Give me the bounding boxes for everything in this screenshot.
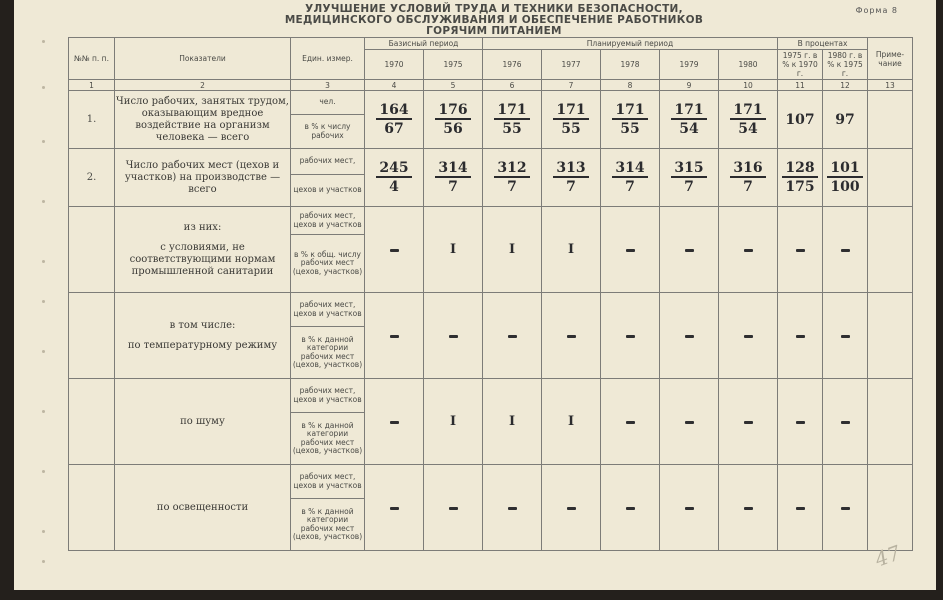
- indicator-cell: [115, 293, 291, 379]
- value-percent: 4: [389, 178, 399, 195]
- note-cell: [868, 207, 913, 293]
- row-number: 2.: [69, 149, 115, 207]
- value-cell: [483, 207, 542, 293]
- row-number: [69, 293, 115, 379]
- value-fraction: [435, 103, 470, 137]
- indicator-label: Число рабочих мест (цехов и участков) на производстве — всего: [124, 159, 281, 195]
- header-planned-period: Планируемый период: [483, 38, 778, 50]
- column-number: 13: [868, 80, 913, 91]
- value-cell: [660, 465, 719, 551]
- dash-mark: [744, 335, 753, 338]
- value-cell: [601, 379, 660, 465]
- row-number: [69, 465, 115, 551]
- header-year: 1975: [424, 50, 483, 80]
- dash-mark: [744, 421, 753, 424]
- value-fraction: [376, 103, 411, 137]
- document-page: [14, 0, 936, 590]
- column-number: 9: [660, 80, 719, 91]
- dash-mark: [841, 507, 850, 510]
- value-fraction: [671, 103, 706, 137]
- column-number: 11: [778, 80, 823, 91]
- value-cell: [424, 91, 483, 149]
- column-number: 4: [365, 80, 424, 91]
- header-pct-1975: 1975 г. в % к 1970 г.: [778, 50, 823, 80]
- dash-mark: [796, 507, 805, 510]
- value-count: 312: [494, 161, 529, 178]
- data-table: [68, 37, 913, 551]
- value-percent: 56: [443, 120, 463, 137]
- row-number: [69, 379, 115, 465]
- value-count: 316: [730, 161, 765, 178]
- header-year: 1978: [601, 50, 660, 80]
- dash-mark: [796, 249, 805, 252]
- value-cell: [719, 293, 778, 379]
- indicator-cell: [115, 465, 291, 551]
- indicator-label: по температурному режиму: [127, 339, 278, 351]
- value-cell: [365, 149, 424, 207]
- dash-mark: [685, 421, 694, 424]
- value-cell: [542, 293, 601, 379]
- value-cell: [778, 207, 823, 293]
- dash-mark: [508, 335, 517, 338]
- note-cell: [868, 91, 913, 149]
- value-cell: [601, 207, 660, 293]
- header-note: Приме- чание: [868, 38, 913, 80]
- note-cell: [868, 293, 913, 379]
- value-cell: [823, 379, 868, 465]
- unit-primary: рабочих мест, цехов и участков: [291, 293, 365, 327]
- column-number: 2: [115, 80, 291, 91]
- dash-mark: [390, 335, 399, 338]
- note-cell: [868, 465, 913, 551]
- value-cell: [719, 149, 778, 207]
- indicator-cell: [115, 207, 291, 293]
- value-percent: 100: [830, 178, 860, 195]
- dash-mark: [841, 421, 850, 424]
- header-year: 1976: [483, 50, 542, 80]
- value-cell: [823, 293, 868, 379]
- value-cell: [542, 91, 601, 149]
- indicator-label: с условиями, не соответствующими нормам промышленной санитарии: [129, 241, 276, 277]
- unit-primary: чел.: [291, 91, 365, 115]
- value-fraction: [553, 161, 588, 195]
- dash-mark: [796, 421, 805, 424]
- value-count: 171: [612, 103, 647, 120]
- value-fraction: [671, 161, 706, 195]
- value-cell: [542, 207, 601, 293]
- value-cell: [483, 379, 542, 465]
- value-count: 313: [553, 161, 588, 178]
- dash-mark: [685, 507, 694, 510]
- column-number: 1: [69, 80, 115, 91]
- value-percent: 55: [502, 120, 522, 137]
- value-percent: 7: [743, 178, 753, 195]
- value-count: 171: [730, 103, 765, 120]
- value-fraction: [612, 161, 647, 195]
- dash-mark: [626, 335, 635, 338]
- value-fraction: [612, 103, 647, 137]
- value-cell: [601, 293, 660, 379]
- dash-mark: [744, 507, 753, 510]
- value-number: I: [449, 242, 457, 257]
- title-line-2: МЕДИЦИНСКОГО ОБСЛУЖИВАНИЯ И ОБЕСПЕЧЕНИЕ РАБОТНИКОВ: [284, 14, 704, 26]
- value-cell: [823, 91, 868, 149]
- row-number: [69, 207, 115, 293]
- unit-secondary: в % к данной категории рабочих мест (цехов, участков): [291, 499, 365, 551]
- value-cell: [542, 149, 601, 207]
- value-cell: [424, 207, 483, 293]
- value-percent: 54: [738, 120, 758, 137]
- indicator-group-label: в том числе:: [169, 319, 236, 331]
- value-cell: [823, 149, 868, 207]
- indicator-label: по шуму: [180, 415, 225, 427]
- unit-primary: рабочих мест, цехов и участков: [291, 465, 365, 499]
- value-fraction: [553, 103, 588, 137]
- column-number: 12: [823, 80, 868, 91]
- value-number: 97: [835, 111, 855, 128]
- value-fraction: [376, 161, 411, 195]
- value-cell: [601, 91, 660, 149]
- value-fraction: [494, 161, 529, 195]
- header-year: 1970: [365, 50, 424, 80]
- column-number: 8: [601, 80, 660, 91]
- header-percent: В процентах: [778, 38, 868, 50]
- unit-primary: рабочих мест,: [291, 149, 365, 175]
- dash-mark: [796, 335, 805, 338]
- header-year: 1977: [542, 50, 601, 80]
- dash-mark: [508, 507, 517, 510]
- note-cell: [868, 379, 913, 465]
- dash-mark: [449, 335, 458, 338]
- value-cell: [719, 207, 778, 293]
- column-number: 10: [719, 80, 778, 91]
- value-percent: 175: [785, 178, 815, 195]
- value-number: I: [508, 414, 516, 429]
- unit-primary: рабочих мест, цехов и участков: [291, 207, 365, 235]
- dash-mark: [567, 335, 576, 338]
- value-count: 245: [376, 161, 411, 178]
- value-fraction: [494, 103, 529, 137]
- dash-mark: [390, 249, 399, 252]
- unit-secondary: в % к общ. числу рабочих мест (цехов, участков): [291, 235, 365, 293]
- document-title: [234, 4, 754, 37]
- value-cell: [483, 465, 542, 551]
- value-cell: [719, 91, 778, 149]
- value-cell: [365, 91, 424, 149]
- value-percent: 7: [566, 178, 576, 195]
- unit-secondary: в % к числу рабочих: [291, 115, 365, 149]
- value-fraction: [782, 161, 817, 195]
- value-count: 128: [782, 161, 817, 178]
- value-percent: 7: [507, 178, 517, 195]
- header-year: 1979: [660, 50, 719, 80]
- value-cell: [778, 465, 823, 551]
- value-percent: 54: [679, 120, 699, 137]
- value-cell: [778, 379, 823, 465]
- note-cell: [868, 149, 913, 207]
- value-number: I: [567, 242, 575, 257]
- column-number: 6: [483, 80, 542, 91]
- value-cell: [365, 465, 424, 551]
- value-cell: [365, 207, 424, 293]
- value-percent: 67: [384, 120, 404, 137]
- value-cell: [542, 465, 601, 551]
- value-count: 315: [671, 161, 706, 178]
- value-number: I: [508, 242, 516, 257]
- dash-mark: [390, 507, 399, 510]
- indicator-cell: [115, 91, 291, 149]
- value-cell: [778, 293, 823, 379]
- value-fraction: [730, 103, 765, 137]
- value-percent: 7: [625, 178, 635, 195]
- value-cell: [719, 465, 778, 551]
- header-num: №№ п. п.: [69, 38, 115, 80]
- dash-mark: [685, 249, 694, 252]
- value-cell: [778, 91, 823, 149]
- value-cell: [823, 207, 868, 293]
- value-percent: 7: [684, 178, 694, 195]
- header-base-period: Базисный период: [365, 38, 483, 50]
- value-fraction: [730, 161, 765, 195]
- unit-primary: рабочих мест, цехов и участков: [291, 379, 365, 413]
- value-cell: [483, 149, 542, 207]
- value-count: 171: [553, 103, 588, 120]
- value-number: 107: [785, 111, 815, 128]
- value-cell: [542, 379, 601, 465]
- column-number: 7: [542, 80, 601, 91]
- value-cell: [719, 379, 778, 465]
- dash-mark: [626, 249, 635, 252]
- dash-mark: [841, 335, 850, 338]
- column-number: 5: [424, 80, 483, 91]
- indicator-group-label: из них:: [183, 221, 222, 233]
- dash-mark: [685, 335, 694, 338]
- header-year: 1980: [719, 50, 778, 80]
- value-cell: [778, 149, 823, 207]
- dash-mark: [626, 421, 635, 424]
- value-cell: [483, 91, 542, 149]
- column-number: 3: [291, 80, 365, 91]
- value-cell: [601, 465, 660, 551]
- dash-mark: [567, 507, 576, 510]
- unit-secondary: в % к данной категории рабочих мест (цехов, участков): [291, 413, 365, 465]
- dash-mark: [841, 249, 850, 252]
- indicator-label: Число рабочих, занятых трудом, оказывающим вредное воздействие на организм человека — всего: [116, 95, 289, 143]
- form-label: Форма 8: [855, 6, 898, 15]
- value-percent: 7: [448, 178, 458, 195]
- value-count: 171: [494, 103, 529, 120]
- value-fraction: [435, 161, 470, 195]
- value-number: I: [567, 414, 575, 429]
- indicator-cell: [115, 379, 291, 465]
- dash-mark: [390, 421, 399, 424]
- value-count: 314: [435, 161, 470, 178]
- value-cell: [601, 149, 660, 207]
- value-percent: 55: [561, 120, 581, 137]
- header-unit: Един. измер.: [291, 38, 365, 80]
- value-cell: [365, 379, 424, 465]
- indicator-label: по освещенности: [156, 501, 249, 513]
- value-cell: [424, 293, 483, 379]
- value-cell: [365, 293, 424, 379]
- header-indicator: Показатели: [115, 38, 291, 80]
- value-cell: [424, 149, 483, 207]
- dash-mark: [626, 507, 635, 510]
- value-cell: [660, 293, 719, 379]
- dash-mark: [449, 507, 458, 510]
- value-count: 314: [612, 161, 647, 178]
- value-count: 164: [376, 103, 411, 120]
- title-line-1: УЛУЧШЕНИЕ УСЛОВИЙ ТРУДА И ТЕХНИКИ БЕЗОПАСНОСТИ,: [305, 3, 683, 15]
- value-cell: [424, 379, 483, 465]
- value-cell: [424, 465, 483, 551]
- value-cell: [483, 293, 542, 379]
- value-cell: [823, 465, 868, 551]
- value-count: 171: [671, 103, 706, 120]
- value-count: 176: [435, 103, 470, 120]
- value-number: I: [449, 414, 457, 429]
- title-line-3: ГОРЯЧИМ ПИТАНИЕМ: [426, 25, 562, 37]
- indicator-cell: [115, 149, 291, 207]
- handwritten-page-number: 47: [871, 540, 904, 572]
- value-percent: 55: [620, 120, 640, 137]
- unit-secondary: цехов и участков: [291, 175, 365, 207]
- row-number: 1.: [69, 91, 115, 149]
- value-cell: [660, 91, 719, 149]
- value-cell: [660, 379, 719, 465]
- value-fraction: [827, 161, 862, 195]
- header-pct-1980: 1980 г. в % к 1975 г.: [823, 50, 868, 80]
- value-count: 101: [827, 161, 862, 178]
- value-cell: [660, 207, 719, 293]
- unit-secondary: в % к данной категории рабочих мест (цехов, участков): [291, 327, 365, 379]
- dash-mark: [744, 249, 753, 252]
- value-cell: [660, 149, 719, 207]
